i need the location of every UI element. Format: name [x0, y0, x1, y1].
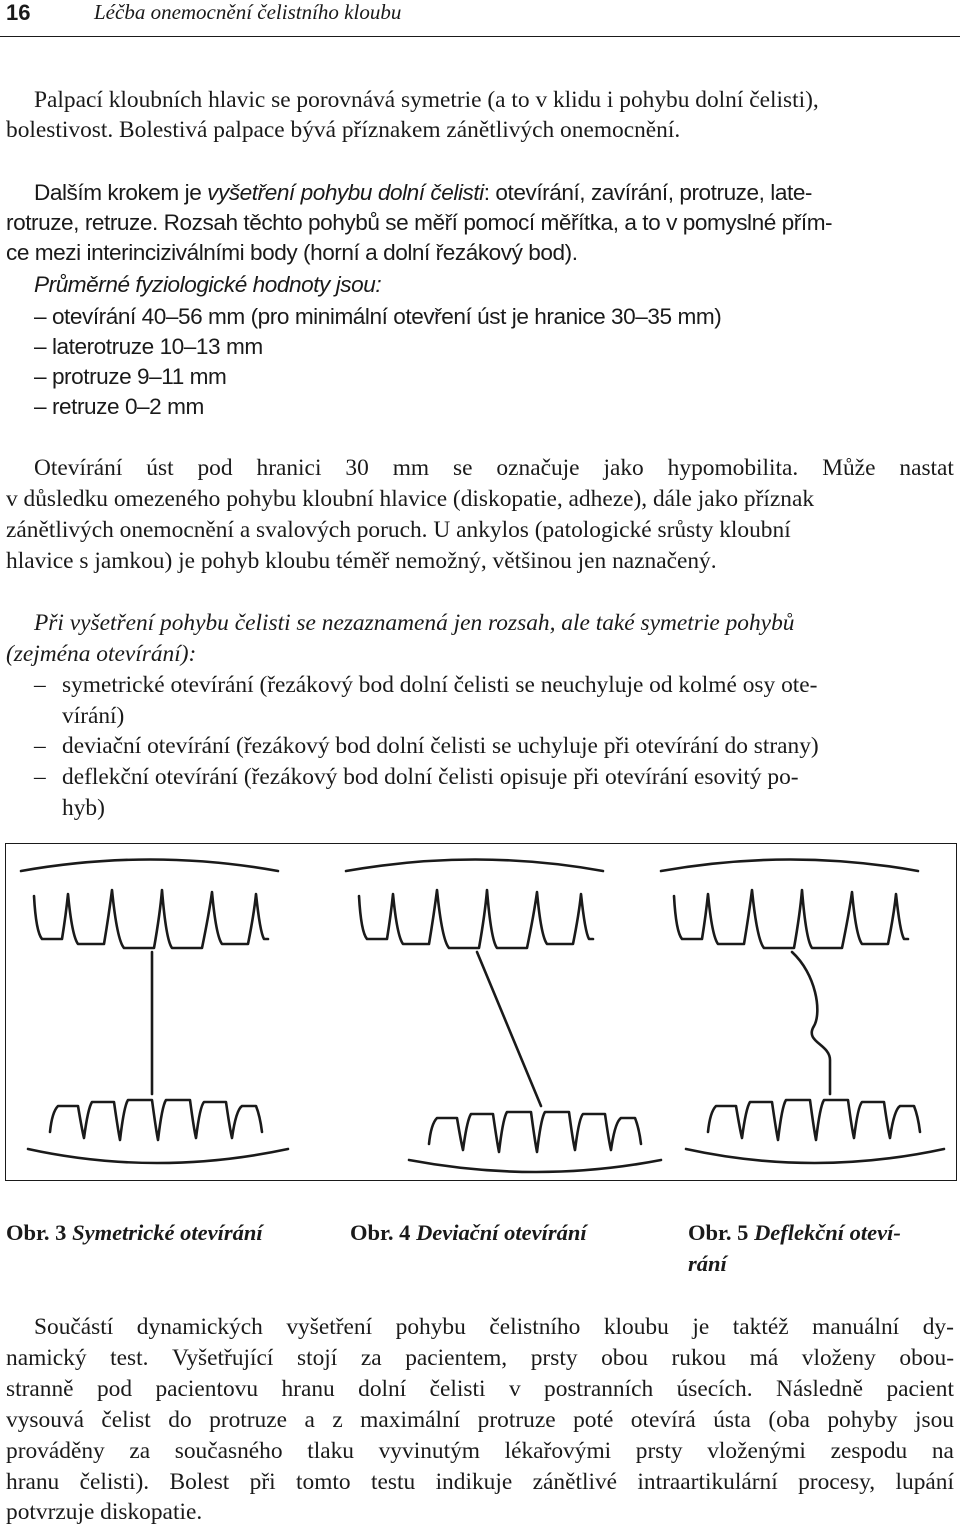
para1-line2: bolestivost. Bolestivá palpace bývá příznakem zánětlivých onemocnění. [6, 117, 681, 143]
word: zespodu [830, 1438, 908, 1464]
word: úsecích. [676, 1376, 753, 1402]
para2-line1-c: : otevírání, zavírání, protruze, late- [483, 180, 813, 205]
word: namický [6, 1345, 87, 1371]
word: hranici [256, 455, 322, 481]
running-title: Léčba onemocnění čelistního kloubu [94, 0, 402, 24]
word: mm [392, 455, 430, 481]
word: se [453, 455, 473, 481]
panel-deflection [661, 860, 944, 1164]
para2-line1-a: Dalším krokem je [34, 180, 208, 205]
lower-teeth [708, 1100, 920, 1140]
word: v [508, 1376, 521, 1402]
list-dash: – [34, 733, 46, 759]
para3-line1 [34, 453, 954, 483]
word: vyšetření [286, 1314, 373, 1340]
figure-jaw-opening [5, 843, 957, 1181]
opening-path [477, 952, 541, 1106]
value-opening: – otevírání 40–56 mm (pro minimální otevření úst je hranice 30–35 mm) [34, 304, 722, 329]
upper-teeth [359, 890, 593, 948]
panel-symmetric [21, 860, 288, 1164]
para2-line1 [34, 178, 812, 208]
word: vyvinutým [378, 1438, 480, 1464]
value-retrusion: – retruze 0–2 mm [34, 394, 204, 419]
list-dash: – [34, 672, 46, 698]
word: Vyšetřující [172, 1345, 274, 1371]
caption-text: Symetrické otevírání [72, 1220, 263, 1245]
word: otevírá [630, 1407, 696, 1433]
word: do [168, 1407, 192, 1433]
para2-line1-emph: vyšetření pohybu dolní čelisti [207, 180, 484, 205]
word: jako [603, 455, 644, 481]
para1-line1: Palpací kloubních hlavic se porovnává symetrie (a to v klidu i pohybu dolní čelisti), [34, 87, 819, 113]
word: obou [601, 1345, 648, 1371]
word: stojí [296, 1345, 338, 1371]
word: protruze [477, 1407, 556, 1433]
word: tomto [296, 1469, 351, 1495]
word: Otevírání [34, 455, 123, 481]
word: prsty [530, 1345, 578, 1371]
word: dolní [358, 1376, 407, 1402]
word: vysouvá [6, 1407, 84, 1433]
caption-number: Obr. 4 [350, 1220, 411, 1245]
list-dash: – [34, 764, 46, 790]
word: kloubu [603, 1314, 669, 1340]
word: pacientem, [405, 1345, 508, 1371]
word: maximální [360, 1407, 461, 1433]
word: pod [96, 1376, 133, 1402]
word: Bolest [169, 1469, 230, 1495]
word: za [129, 1438, 151, 1464]
word: ústa [713, 1407, 751, 1433]
list-item-deflection-cont: hyb) [62, 795, 105, 821]
word: dy- [922, 1314, 954, 1340]
para4-line1: Při vyšetření pohybu čelisti se nezaznamená jen rozsah, ale také symetrie pohybů [34, 610, 795, 636]
word: a [304, 1407, 315, 1433]
caption-fig4 [350, 1218, 587, 1248]
word: testu [371, 1469, 416, 1495]
word: při [249, 1469, 276, 1495]
word: lékařovými [504, 1438, 612, 1464]
word: 30 [345, 455, 369, 481]
word: postranních [544, 1376, 654, 1402]
word: test. [110, 1345, 149, 1371]
values-heading: Průměrné fyziologické hodnoty jsou: [34, 272, 382, 297]
list-item-symmetric: symetrické otevírání (řezákový bod dolní čelisti se neuchyluje od kolmé osy ote- [62, 672, 818, 698]
word: dynamických [136, 1314, 263, 1340]
para5-line4 [6, 1405, 954, 1435]
word: jsou [914, 1407, 954, 1433]
word: intraartikulární [637, 1469, 778, 1495]
word: pod [197, 455, 233, 481]
lower-arch-line [28, 1149, 288, 1163]
word: z [332, 1407, 343, 1433]
word: současného [174, 1438, 283, 1464]
upper-arch-line [661, 860, 918, 872]
word: Následně [776, 1376, 864, 1402]
value-protrusion: – protruze 9–11 mm [34, 364, 227, 389]
para3-line4: hlavice s jamkou) je pohyb kloubu téměř nemožný, většinou jen naznačený. [6, 548, 717, 574]
caption-fig3 [6, 1218, 263, 1248]
word: taktéž [732, 1314, 789, 1340]
word: poté [573, 1407, 614, 1433]
word: pohybu [395, 1314, 466, 1340]
word: manuální [812, 1314, 900, 1340]
lower-teeth [50, 1100, 262, 1140]
word: (oba [768, 1407, 810, 1433]
caption-number: Obr. 3 [6, 1220, 67, 1245]
lower-arch-line [686, 1149, 944, 1163]
lower-teeth [429, 1112, 641, 1152]
para2-line2: rotruze, retruze. Rozsah těchto pohybů se měří pomocí měřítka, a to v pomyslné přím- [6, 210, 833, 235]
caption-fig5-cont: rání [688, 1251, 727, 1276]
word: čelistního [489, 1314, 581, 1340]
para2-line3: ce mezi interinciziválními body (horní a dolní řezákový bod). [6, 240, 578, 265]
upper-arch-line [346, 860, 603, 872]
value-laterotrusion: – laterotruze 10–13 mm [34, 334, 263, 359]
list-item-deviation: deviační otevírání (řezákový bod dolní čelisti se uchyluje při otevírání do strany) [62, 733, 819, 759]
word: prováděny [6, 1438, 105, 1464]
para5-line2 [6, 1343, 954, 1373]
word: hranu [281, 1376, 335, 1402]
word: hypomobilita. [667, 455, 799, 481]
word: protruze [209, 1407, 288, 1433]
word: čelisti [429, 1376, 486, 1402]
caption-fig5 [688, 1218, 901, 1248]
caption-number: Obr. 5 [688, 1220, 749, 1245]
word: vloženými [707, 1438, 806, 1464]
para5-line5 [6, 1436, 954, 1466]
header-rule [0, 36, 960, 37]
word: čelist [101, 1407, 151, 1433]
para4-line2: (zejména otevírání): [6, 641, 197, 667]
word: na [931, 1438, 954, 1464]
word: je [692, 1314, 710, 1340]
word: zánětlivé [532, 1469, 618, 1495]
word: rukou [671, 1345, 727, 1371]
list-item-symmetric-cont: vírání) [62, 703, 125, 729]
word: nastat [899, 455, 954, 481]
word: indikuje [435, 1469, 513, 1495]
word: za [360, 1345, 382, 1371]
caption-text: Deflekční oteví- [754, 1220, 901, 1245]
para5-line6 [6, 1467, 954, 1497]
word: čelisti). [79, 1469, 150, 1495]
word: Součástí [34, 1314, 114, 1340]
opening-path [792, 952, 830, 1094]
word: tlaku [307, 1438, 354, 1464]
word: má [749, 1345, 779, 1371]
para3-line3: zánětlivých onemocnění a svalových poruch. U ankylos (patologické srůsty kloubní [6, 517, 791, 543]
word: procesy, [798, 1469, 876, 1495]
word: pohyby [827, 1407, 898, 1433]
para5-line3 [6, 1374, 954, 1404]
para5-line7: potvrzuje diskopatie. [6, 1499, 203, 1525]
word: stranně [6, 1376, 74, 1402]
para5-line1 [34, 1312, 954, 1342]
word: pacientovu [155, 1376, 259, 1402]
lower-arch-line [409, 1160, 661, 1172]
word: lupání [895, 1469, 954, 1495]
list-item-deflection: deflekční otevírání (řezákový bod dolní čelisti opisuje při otevírání esovitý po- [62, 764, 799, 790]
word: prsty [635, 1438, 683, 1464]
word: vloženy [801, 1345, 876, 1371]
upper-arch-line [21, 860, 278, 872]
para3-line2: v důsledku omezeného pohybu kloubní hlavice (diskopatie, adheze), dále jako příznak [6, 486, 815, 512]
word: úst [146, 455, 174, 481]
word: pacient [886, 1376, 954, 1402]
upper-teeth [674, 890, 908, 948]
word: obou- [899, 1345, 954, 1371]
panel-deviation [346, 860, 661, 1173]
page-number: 16 [6, 0, 31, 25]
word: označuje [496, 455, 580, 481]
word: Může [822, 455, 876, 481]
caption-text: Deviační otevírání [416, 1220, 587, 1245]
jaw-opening-illustration [6, 844, 958, 1182]
word: hranu [6, 1469, 60, 1495]
upper-teeth [34, 890, 268, 948]
